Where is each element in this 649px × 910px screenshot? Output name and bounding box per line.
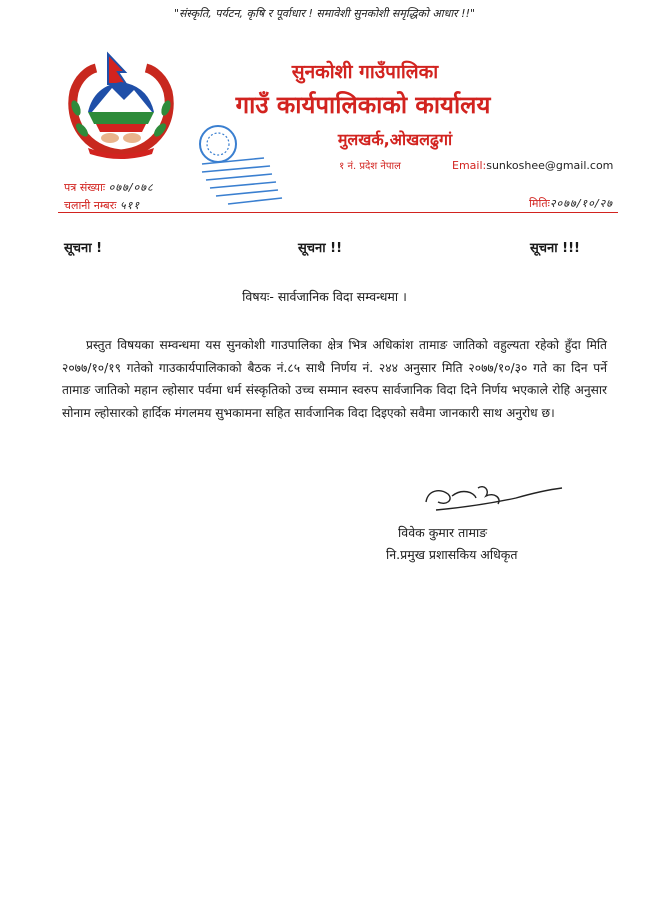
email-value: sunkoshee@gmail.com bbox=[486, 159, 614, 172]
notice-heading-2: सूचना !! bbox=[298, 241, 343, 256]
date-row bbox=[529, 196, 613, 211]
dispatch-number-row bbox=[64, 198, 140, 213]
letter-number-row bbox=[64, 180, 154, 195]
office-address: मुलखर्क,ओखलढुगां bbox=[337, 130, 453, 149]
notice-heading-1: सूचना ! bbox=[64, 241, 103, 256]
email-line bbox=[452, 159, 613, 172]
date-label: मितिः bbox=[529, 197, 550, 210]
office-stamp bbox=[188, 118, 288, 210]
notice-body-text: प्रस्तुत विषयका सम्वन्धमा यस सुनकोशी गाउपालिका क्षेत्र भित्र अधिकांश तामाङ जातिको वहुल्यता रहेको हुँदा मिति २०७७/१०/१९ गतेको गाउकार्यपालिकाको बैठक नं.८५ साथै निर्णय नं. २४४ अनुसार मिति २०७७/१०/३० गते का दिन पर्ने तामाङ जातिको महान ल्होसार पर्वमा धर्म संस्कृतिको उच्च सम्मान स्वरुप सार्वजानिक विदा दिने निर्णय भएकाले रोहि अनुसार सोनाम ल्होसारको हार्दिक मंगलमय सुभकामना सहित सार्वजानिक विदा दिइएको सवैमा जानकारी साथ अनुरोध छ। bbox=[62, 338, 607, 420]
letter-number-value: ०७७/०७८ bbox=[108, 181, 154, 194]
subject-line: विषयः- सार्वजानिक विदा सम्वन्धमा । bbox=[242, 289, 407, 304]
province-label: १ नं. प्रदेश नेपाल bbox=[339, 161, 401, 172]
office-title: गाउँ कार्यपालिकाको कार्यालय bbox=[235, 91, 491, 119]
signatory-name: विवेक कुमार तामाङ bbox=[398, 525, 488, 540]
letterhead-divider bbox=[58, 212, 618, 213]
letter-number-label: पत्र संख्याः bbox=[64, 181, 106, 194]
signatory-position: नि.प्रमुख प्रशासकिय अधिकृत bbox=[386, 547, 518, 562]
motto: "संस्कृति, पर्यटन, कृषि र पूर्वाधार ! समावेशी सुनकोशी समृद्धिको आधार !!" bbox=[173, 7, 476, 20]
dispatch-number-value: ५११ bbox=[119, 199, 141, 212]
nepal-emblem-logo bbox=[62, 50, 180, 162]
handwritten-signature bbox=[418, 480, 568, 516]
dispatch-number-label: चलानी नम्बरः bbox=[64, 199, 117, 212]
notice-body bbox=[62, 334, 607, 424]
office-name: सुनकोशी गाउँपालिका bbox=[291, 61, 439, 83]
notice-heading-3: सूचना !!! bbox=[530, 241, 580, 256]
email-label: Email: bbox=[452, 159, 487, 172]
date-value: २०७७/१०/२७ bbox=[549, 197, 613, 210]
